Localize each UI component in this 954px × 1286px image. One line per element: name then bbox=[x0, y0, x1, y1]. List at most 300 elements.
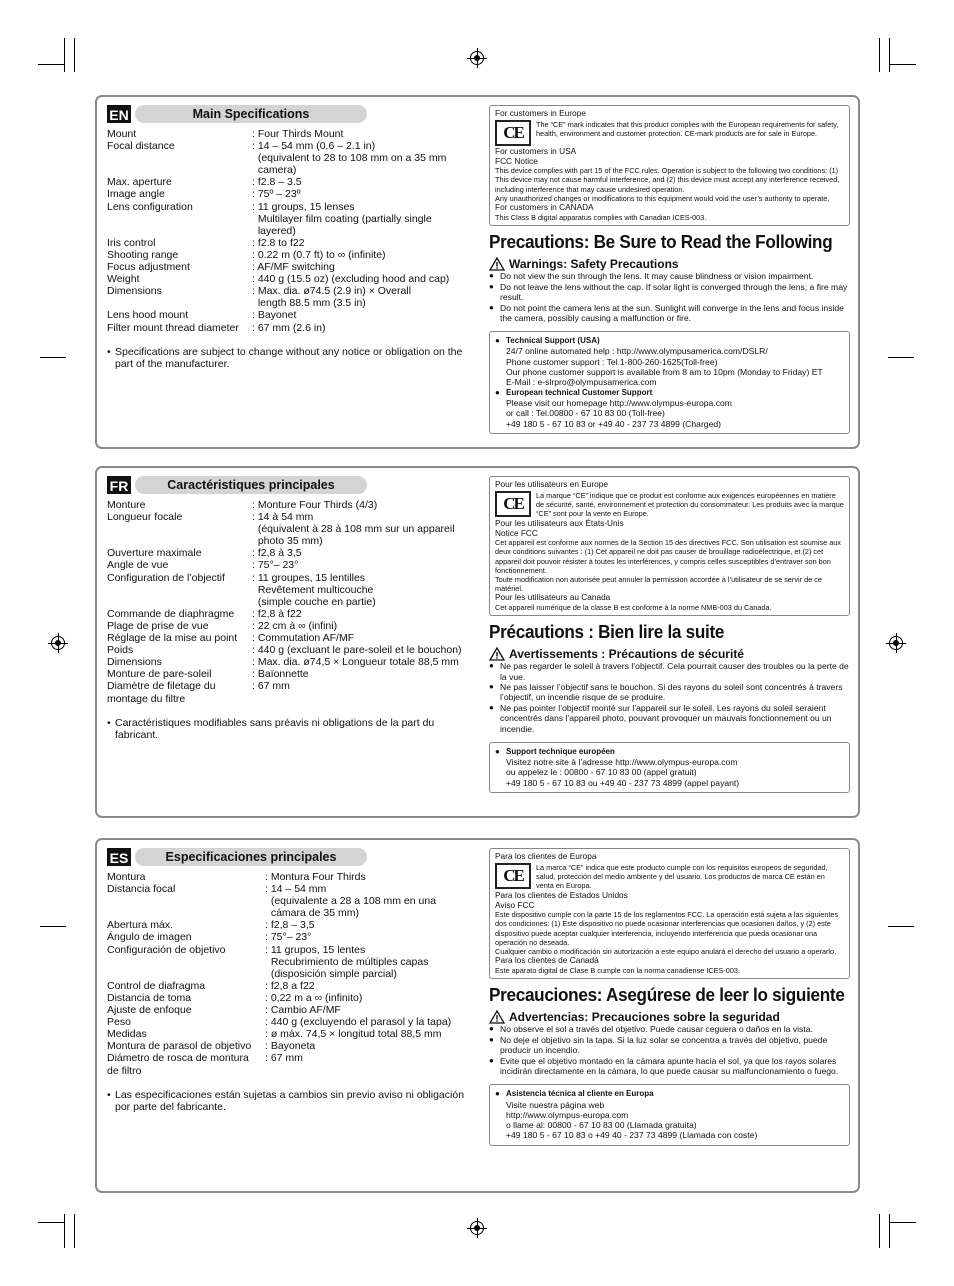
spec-key bbox=[107, 907, 265, 919]
spec-value: : 11 grupos, 15 lentes bbox=[265, 943, 366, 956]
spec-row bbox=[107, 632, 469, 644]
spec-key: Max. aperture bbox=[107, 176, 172, 189]
section-panel-es bbox=[95, 838, 860, 1193]
spec-value: : Commutation AF/MF bbox=[252, 632, 355, 645]
spec-value: : 75º – 23º bbox=[252, 188, 301, 201]
spec-value: : f2,8 – 3,5 bbox=[265, 919, 315, 932]
spec-value: : 0.22 m (0.7 ft) to ∞ (infinite) bbox=[252, 248, 386, 261]
spec-value: : 14 à 54 mm bbox=[252, 511, 314, 524]
spec-row bbox=[107, 511, 469, 523]
compliance-lines bbox=[495, 147, 844, 222]
warning-text: No deje el objetivo sin la tapa. Si la luz solar se concentra a través del objetivo, puede producir un incendio. bbox=[500, 1034, 828, 1056]
compliance-line: For customers in CANADA bbox=[495, 201, 594, 212]
spec-key: Ouverture maximale bbox=[107, 547, 202, 560]
specifications-header bbox=[107, 848, 469, 866]
spec-note-text: Caractéristiques modifiables sans préavis ni obligations de la part du fabricant. bbox=[115, 716, 435, 741]
spec-key: Monture de pare-soleil bbox=[107, 668, 212, 681]
spec-row bbox=[107, 1052, 469, 1064]
compliance-box bbox=[489, 848, 850, 979]
spec-value: : Montura Four Thirds bbox=[265, 871, 366, 883]
spec-note bbox=[107, 1089, 469, 1113]
bullet-icon: • bbox=[107, 716, 111, 729]
bullet-icon: ● bbox=[489, 1024, 494, 1034]
spec-key: Diámetro de rosca de montura bbox=[107, 1052, 249, 1065]
spec-value: cámara de 35 mm) bbox=[265, 907, 359, 920]
warning-item bbox=[489, 661, 850, 681]
language-badge: EN bbox=[107, 105, 131, 123]
spec-value: : 440 g (15.5 oz) (excluding hood and cap) bbox=[252, 273, 450, 286]
spec-value: (disposición simple parcial) bbox=[265, 967, 397, 980]
spec-list bbox=[107, 499, 469, 705]
spec-row bbox=[107, 680, 469, 692]
warning-item bbox=[489, 682, 850, 702]
spec-note-text: Las especificaciones están sujetas a cambios sin previo aviso ni obligación por parte del fabricante. bbox=[115, 1088, 465, 1113]
compliance-lines bbox=[495, 519, 844, 612]
language-badge: FR bbox=[107, 476, 131, 494]
spec-value: : AF/MF switching bbox=[252, 261, 335, 274]
ce-text: The “CE” mark indicates that this product complies with the European requirements for safety, health, environment and customer protection. CE-mark products are for sale in Europe. bbox=[536, 119, 839, 138]
warning-item bbox=[489, 703, 850, 734]
support-line: +49 180 5 - 67 10 83 ou +49 40 - 237 73 4899 (appel payant) bbox=[506, 777, 740, 788]
spec-key bbox=[107, 535, 252, 547]
spec-row bbox=[107, 164, 469, 176]
spec-key: Weight bbox=[107, 273, 140, 286]
spec-row bbox=[107, 883, 469, 895]
support-title-text: Support technique européen bbox=[506, 746, 615, 756]
warning-item bbox=[489, 1024, 850, 1034]
ce-text: La marque “CE” indique que ce produit est conforme aux exigences européennes en matière de sécurité, santé, environnement et protection du consommateur. Les produits avec la marque “CE” sont pour la vente en Europe. bbox=[536, 490, 844, 518]
bullet-icon: ● bbox=[495, 336, 500, 346]
spec-row bbox=[107, 140, 469, 152]
spec-row bbox=[107, 931, 469, 943]
spec-value: : Four Thirds Mount bbox=[252, 128, 344, 140]
spec-value: : ø máx. 74,5 × longitud total 88,5 mm bbox=[265, 1028, 442, 1041]
spec-key bbox=[107, 895, 265, 907]
support-title bbox=[495, 1089, 844, 1099]
europe-label: Para los clientes de Europa bbox=[495, 851, 597, 861]
spec-value: : 22 cm à ∞ (infini) bbox=[252, 619, 338, 632]
spec-key: de filtro bbox=[107, 1064, 142, 1077]
spec-value: : f2.8 – 3.5 bbox=[252, 176, 302, 189]
spec-row bbox=[107, 1028, 469, 1040]
spec-key: Dimensions bbox=[107, 285, 162, 298]
support-title-text: European technical Customer Support bbox=[506, 387, 653, 397]
warning-item bbox=[489, 282, 850, 302]
warning-list bbox=[489, 271, 850, 323]
compliance-line: Pour les utilisateurs aux États-Unis bbox=[495, 517, 624, 528]
precautions-column bbox=[489, 848, 850, 1146]
spec-key bbox=[107, 297, 252, 309]
spec-key: Image angle bbox=[107, 188, 165, 201]
spec-value: : Max. dia. ø74,5 × Longueur totale 88,5 mm bbox=[252, 656, 459, 669]
bullet-icon: ● bbox=[489, 661, 494, 671]
spec-row bbox=[107, 261, 469, 273]
spec-key: Ángulo de imagen bbox=[107, 931, 192, 944]
spec-row bbox=[107, 693, 469, 705]
spec-row bbox=[107, 176, 469, 188]
spec-value: (equivalente a 28 a 108 mm en una bbox=[265, 895, 437, 908]
spec-value bbox=[252, 693, 469, 705]
spec-key: montage du filtre bbox=[107, 692, 186, 705]
support-box bbox=[489, 1084, 850, 1145]
spec-key: Montura de parasol de objetivo bbox=[107, 1040, 252, 1053]
spec-key: Shooting range bbox=[107, 248, 179, 261]
spec-row bbox=[107, 559, 469, 571]
crop-mark bbox=[38, 64, 64, 65]
spec-key: Plage de prise de vue bbox=[107, 619, 209, 632]
crop-mark bbox=[40, 926, 66, 927]
spec-row bbox=[107, 297, 469, 309]
spec-value: Revêtement multicouche bbox=[252, 583, 374, 596]
spec-key bbox=[107, 523, 252, 535]
crop-mark bbox=[74, 38, 75, 72]
spec-value: : Bayonet bbox=[252, 309, 297, 322]
spec-row bbox=[107, 322, 469, 334]
spec-list bbox=[107, 871, 469, 1077]
spec-key: Abertura máx. bbox=[107, 919, 173, 932]
spec-row bbox=[107, 944, 469, 956]
spec-key: Iris control bbox=[107, 236, 156, 249]
crop-mark bbox=[890, 64, 916, 65]
spec-value: length 88.5 mm (3.5 in) bbox=[252, 297, 366, 310]
spec-value: : 11 groupes, 15 lentilles bbox=[252, 571, 366, 584]
spec-value: : f2,8 a f22 bbox=[265, 979, 315, 992]
compliance-lines bbox=[495, 891, 844, 975]
spec-row bbox=[107, 249, 469, 261]
spec-value: (equivalent to 28 to 108 mm on a 35 mm bbox=[252, 152, 447, 165]
warning-list bbox=[489, 1024, 850, 1076]
spec-row bbox=[107, 1065, 469, 1077]
spec-key: Lens configuration bbox=[107, 200, 193, 213]
compliance-line: Pour les utilisateurs au Canada bbox=[495, 591, 611, 602]
support-line: Our phone customer support is available from 8 am to 10pm (Monday to Friday) ET bbox=[506, 367, 823, 378]
spec-value: (équivalent à 28 à 108 mm sur un appareil bbox=[252, 523, 455, 536]
compliance-line: Cet appareil numérique de la classe B est conforme à la norme NMB-003 du Canada. bbox=[495, 602, 772, 612]
spec-key: Lens hood mount bbox=[107, 309, 189, 322]
crop-mark bbox=[40, 357, 66, 358]
spec-row bbox=[107, 956, 469, 968]
warning-text: Do not view the sun through the lens. It may cause blindness or vision impairment. bbox=[500, 271, 814, 282]
precautions-column bbox=[489, 476, 850, 793]
warning-item bbox=[489, 303, 850, 323]
spec-row bbox=[107, 535, 469, 547]
bullet-icon: ● bbox=[489, 1055, 494, 1065]
compliance-line: Any unauthorized changes or modifications to this equipment would void the user’s authority to operate. bbox=[495, 193, 830, 203]
compliance-line: Toute modification non autorisée peut annuler la permission accordée à l’utilisateur de se servir de ce matériel. bbox=[495, 574, 822, 593]
warnings-title: Warnings: Safety Precautions bbox=[509, 256, 679, 271]
language-badge: ES bbox=[107, 848, 131, 866]
support-line: Visitez notre site à l’adresse http://www.olympus-europa.com bbox=[506, 757, 738, 768]
support-title bbox=[495, 388, 844, 398]
spec-row bbox=[107, 1016, 469, 1028]
spec-key: Dimensions bbox=[107, 656, 162, 669]
registration-mark bbox=[470, 51, 484, 65]
spec-value: : Cambio AF/MF bbox=[265, 1004, 341, 1017]
spec-value: Recubrimiento de múltiples capas bbox=[265, 955, 429, 968]
spec-key: Configuración de objetivo bbox=[107, 943, 226, 956]
bullet-icon: ● bbox=[495, 1089, 500, 1099]
spec-value: : f2,8 à f22 bbox=[252, 607, 302, 620]
spec-value: : f2.8 to f22 bbox=[252, 236, 305, 249]
registration-mark bbox=[889, 636, 903, 650]
support-box bbox=[489, 331, 850, 434]
support-box bbox=[489, 742, 850, 793]
spec-key: Longueur focale bbox=[107, 511, 183, 524]
warnings-title: Advertencias: Precauciones sobre la seguridad bbox=[509, 1009, 780, 1024]
spec-key: Mount bbox=[107, 128, 137, 140]
spec-value: photo 35 mm) bbox=[252, 535, 323, 548]
spec-key: Focus adjustment bbox=[107, 261, 190, 274]
crop-mark bbox=[889, 38, 890, 72]
spec-key bbox=[107, 152, 252, 164]
warning-text: No observe el sol a través del objetivo. Puede causar ceguera o daños en la vista. bbox=[500, 1024, 813, 1035]
spec-key: Poids bbox=[107, 644, 134, 657]
support-line: E-Mail : e-slrpro@olympusamerica.com bbox=[506, 377, 657, 388]
spec-row bbox=[107, 572, 469, 584]
spec-value: : Baïonnette bbox=[252, 668, 309, 681]
spec-row bbox=[107, 620, 469, 632]
spec-value: : 67 mm bbox=[252, 680, 290, 693]
warning-text: Ne pas pointer l’objectif monté sur l’appareil sur le soleil. Les rayons du soleil seraient concentrés dans l’appareil photo, pouvant provoquer un mauvais fonctionnement ou un incendie. bbox=[500, 703, 832, 734]
spec-list bbox=[107, 128, 469, 334]
spec-value: : 0,22 m a ∞ (infinito) bbox=[265, 991, 363, 1004]
spec-note bbox=[107, 717, 469, 741]
spec-value: : 14 – 54 mm bbox=[265, 883, 327, 896]
crop-mark bbox=[879, 1214, 880, 1248]
spec-row bbox=[107, 1004, 469, 1016]
section-panel-en bbox=[95, 95, 860, 449]
spec-row bbox=[107, 871, 469, 883]
precautions-title: Précautions : Bien lire la suite bbox=[489, 621, 725, 642]
spec-value: : 11 groups, 15 lenses bbox=[252, 200, 355, 213]
bullet-icon: ● bbox=[489, 281, 494, 291]
spec-row bbox=[107, 980, 469, 992]
spec-key: Réglage de la mise au point bbox=[107, 632, 238, 645]
warning-text: Ne pas regarder le soleil à travers l’objectif. Cela pourrait causer des troubles ou la perte de la vue. bbox=[500, 661, 849, 682]
support-title bbox=[495, 747, 844, 757]
spec-row bbox=[107, 596, 469, 608]
ce-mark-icon: CE bbox=[495, 120, 531, 146]
spec-key: Filter mount thread diameter bbox=[107, 321, 239, 334]
support-line: Please visit our homepage http://www.olympus-europa.com bbox=[506, 397, 732, 408]
spec-key: Ajuste de enfoque bbox=[107, 1004, 192, 1017]
specifications-column bbox=[107, 848, 469, 1113]
spec-key: Control de diafragma bbox=[107, 979, 206, 992]
spec-row bbox=[107, 547, 469, 559]
warnings-heading bbox=[489, 647, 850, 661]
spec-value: : 14 – 54 mm (0.6 – 2.1 in) bbox=[252, 140, 376, 153]
spec-row bbox=[107, 285, 469, 297]
bullet-icon: ● bbox=[489, 302, 494, 312]
bullet-icon: • bbox=[107, 345, 111, 358]
spec-row bbox=[107, 644, 469, 656]
crop-mark bbox=[888, 926, 914, 927]
spec-row bbox=[107, 668, 469, 680]
spec-key bbox=[107, 213, 252, 225]
spec-value: : Bayoneta bbox=[265, 1040, 316, 1053]
spec-row bbox=[107, 523, 469, 535]
warnings-heading bbox=[489, 257, 850, 271]
bullet-icon: ● bbox=[489, 703, 494, 713]
spec-value: : 440 g (excluant le pare-soleil et le bouchon) bbox=[252, 644, 462, 657]
precautions-title: Precauciones: Asegúrese de leer lo siguiente bbox=[489, 984, 845, 1005]
bullet-icon: • bbox=[107, 1088, 111, 1101]
spec-key: Distancia de toma bbox=[107, 991, 192, 1004]
spec-row bbox=[107, 128, 469, 140]
crop-mark bbox=[74, 1214, 75, 1248]
spec-key bbox=[107, 956, 265, 968]
compliance-line: FCC Notice bbox=[495, 155, 538, 166]
spec-key: Monture bbox=[107, 499, 146, 511]
warning-text: Ne pas laisser l’objectif sans le bouchon. Si des rayons du soleil sont concentrés à travers l’objectif, un incendie risque de se produire. bbox=[500, 682, 843, 703]
specifications-header bbox=[107, 105, 469, 123]
warning-triangle-icon bbox=[489, 257, 505, 271]
compliance-line: Cet appareil est conforme aux normes de la Section 15 des directives FCC. Son utilisation est soumise aux deux conditions suivantes : (1) Cet appareil ne doit pas causer de brouillage radioélectrique, et (2) cet appareil doit pouvoir résister à toutes les interférences, y compris celles susceptibles d’entraver son bon fonctionnement. bbox=[495, 538, 841, 575]
spec-row bbox=[107, 499, 469, 511]
spec-key: Distancia focal bbox=[107, 883, 176, 896]
crop-mark bbox=[64, 38, 65, 72]
spec-note-text: Specifications are subject to change without any notice or obligation on the part of the manufacturer. bbox=[115, 345, 463, 370]
ce-mark-icon: CE bbox=[495, 863, 531, 889]
spec-value: : 75°– 23° bbox=[252, 559, 299, 572]
ce-mark-icon: CE bbox=[495, 491, 531, 517]
spec-value: layered) bbox=[252, 224, 296, 237]
specifications-header bbox=[107, 476, 469, 494]
spec-row bbox=[107, 584, 469, 596]
spec-row bbox=[107, 309, 469, 321]
bullet-icon: ● bbox=[495, 746, 500, 756]
warning-item bbox=[489, 271, 850, 281]
support-line: ou appelez le : 00800 - 67 10 83 00 (appel gratuit) bbox=[506, 767, 697, 778]
spec-row bbox=[107, 225, 469, 237]
bullet-icon: ● bbox=[495, 387, 500, 397]
warning-triangle-icon bbox=[489, 647, 505, 661]
spec-key bbox=[107, 968, 265, 980]
europe-label: For customers in Europe bbox=[495, 108, 586, 118]
spec-key bbox=[107, 225, 252, 237]
spec-row bbox=[107, 273, 469, 285]
compliance-line: This device complies with part 15 of the FCC rules. Operation is subject to the following two conditions: (1) This device may not cause harmful interference, and (2) this device must accept any interference received, including interference that may cause undesired operation. bbox=[495, 166, 840, 194]
support-line: Visite nuestra página web bbox=[506, 1099, 605, 1110]
spec-value: : Max. dia. ø74.5 (2.9 in) × Overall bbox=[252, 285, 412, 298]
spec-value bbox=[265, 1065, 469, 1077]
warning-text: Evite que el objetivo montado en la cámara apunte hacia el sol, ya que los rayos solares incidirán directamente en la cámara, lo que puede causar su malfuncionamiento o fuego. bbox=[500, 1055, 839, 1077]
spec-key bbox=[107, 596, 252, 608]
registration-mark bbox=[470, 1221, 484, 1235]
support-line: or call : Tel.00800 - 67 10 83 00 (Toll-free) bbox=[506, 408, 665, 419]
section-panel-fr bbox=[95, 466, 860, 818]
support-line: +49 180 5 - 67 10 83 o +49 40 - 237 73 4899 (Llamada con coste) bbox=[506, 1130, 758, 1141]
warning-item bbox=[489, 1035, 850, 1055]
spec-value: (simple couche en partie) bbox=[252, 595, 376, 608]
compliance-line: Para los clientes de Canadá bbox=[495, 954, 599, 965]
support-title bbox=[495, 336, 844, 346]
spec-value: camera) bbox=[252, 164, 297, 177]
compliance-line: Aviso FCC bbox=[495, 899, 535, 910]
support-line: 24/7 online automated help : http://www.olympusamerica.com/DSLR/ bbox=[506, 346, 768, 357]
specifications-column bbox=[107, 476, 469, 741]
spec-row bbox=[107, 188, 469, 200]
spec-row bbox=[107, 201, 469, 213]
precautions-title: Precautions: Be Sure to Read the Following bbox=[489, 231, 833, 252]
spec-row bbox=[107, 992, 469, 1004]
support-title-text: Technical Support (USA) bbox=[506, 336, 600, 346]
spec-row bbox=[107, 237, 469, 249]
specifications-heading: Main Specifications bbox=[135, 105, 367, 123]
support-title-text: Asistencia técnica al cliente en Europa bbox=[506, 1089, 654, 1099]
bullet-icon: ● bbox=[489, 271, 494, 281]
crop-mark bbox=[64, 1214, 65, 1248]
warning-text: Do not leave the lens without the cap. If solar light is converged through the lens, a fire may result. bbox=[500, 281, 848, 303]
spec-row bbox=[107, 1040, 469, 1052]
compliance-line: Este aparato digital de Clase B cumple con la norma canadiense ICES-003. bbox=[495, 965, 740, 975]
spec-key bbox=[107, 164, 252, 176]
crop-mark bbox=[890, 1222, 916, 1223]
compliance-line: Notice FCC bbox=[495, 527, 538, 538]
warning-item bbox=[489, 1056, 850, 1076]
precautions-column bbox=[489, 105, 850, 434]
spec-key: Peso bbox=[107, 1016, 131, 1029]
compliance-line: Cualquier cambio o modificación sin autorización a este equipo anulará el derecho del usuario a operarlo. bbox=[495, 946, 837, 956]
compliance-line: For customers in USA bbox=[495, 145, 577, 156]
specifications-heading: Especificaciones principales bbox=[135, 848, 367, 866]
europe-label: Pour les utilisateurs en Europe bbox=[495, 479, 608, 489]
crop-mark bbox=[889, 1214, 890, 1248]
registration-mark bbox=[51, 636, 65, 650]
bullet-icon: ● bbox=[489, 682, 494, 692]
support-line: Phone customer support : Tel.1-800-260-1625(Toll-free) bbox=[506, 356, 718, 367]
bullet-icon: ● bbox=[489, 1034, 494, 1044]
warnings-heading bbox=[489, 1010, 850, 1024]
spec-row bbox=[107, 907, 469, 919]
ce-text: La marca “CE” indica que este producto cumple con los requisitos europeos de seguridad, salud, protección del medio ambiente y del usuario. Los productos de marca CE están en venta en Europa. bbox=[536, 862, 828, 890]
warnings-title: Avertissements : Précautions de sécurité bbox=[509, 646, 744, 661]
compliance-line: Este dispositivo cumple con la parte 15 de los reglamentos FCC. La operación está sujeta a las siguientes dos condiciones: (1) Este dispositivo no puede ocasionar interferencias que ocasionen daños, y (2) este dispositivo puede aceptar cualquier interferencia, incluyendo interferencia que pueda ocasionar una operación no deseada. bbox=[495, 910, 839, 947]
spec-key bbox=[107, 584, 252, 596]
spec-key: Configuration de l’objectif bbox=[107, 571, 225, 584]
specifications-heading: Caractéristiques principales bbox=[135, 476, 367, 494]
spec-note bbox=[107, 346, 469, 370]
spec-value: : f2,8 à 3,5 bbox=[252, 547, 302, 560]
spec-value: : Monture Four Thirds (4/3) bbox=[252, 499, 378, 511]
spec-key: Commande de diaphragme bbox=[107, 607, 235, 620]
spec-key: Focal distance bbox=[107, 140, 175, 153]
compliance-line: Para los clientes de Estados Unidos bbox=[495, 889, 628, 900]
crop-mark bbox=[888, 357, 914, 358]
spec-row bbox=[107, 608, 469, 620]
spec-value: : 440 g (excluyendo el parasol y la tapa) bbox=[265, 1016, 452, 1029]
compliance-line: This Class B digital apparatus complies with Canadian ICES-003. bbox=[495, 212, 707, 222]
support-line: +49 180 5 - 67 10 83 or +49 40 - 237 73 4899 (Charged) bbox=[506, 418, 722, 429]
warning-text: Do not point the camera lens at the sun. Sunlight will converge in the lens and focus inside the camera, possibly causing a malfunction or fire. bbox=[500, 302, 844, 323]
spec-key: Medidas bbox=[107, 1028, 147, 1041]
spec-value: Multilayer film coating (partially single bbox=[252, 212, 432, 225]
spec-key: Angle de vue bbox=[107, 559, 169, 572]
compliance-box bbox=[489, 105, 850, 226]
spec-value: : 75°– 23° bbox=[265, 931, 312, 944]
compliance-box bbox=[489, 476, 850, 616]
spec-row bbox=[107, 213, 469, 225]
spec-row bbox=[107, 919, 469, 931]
crop-mark bbox=[38, 1222, 64, 1223]
spec-key: Diamètre de filetage du bbox=[107, 680, 216, 693]
spec-row bbox=[107, 656, 469, 668]
spec-row bbox=[107, 895, 469, 907]
spec-row bbox=[107, 152, 469, 164]
spec-key: Montura bbox=[107, 871, 146, 883]
warning-list bbox=[489, 661, 850, 733]
crop-mark bbox=[879, 38, 880, 72]
